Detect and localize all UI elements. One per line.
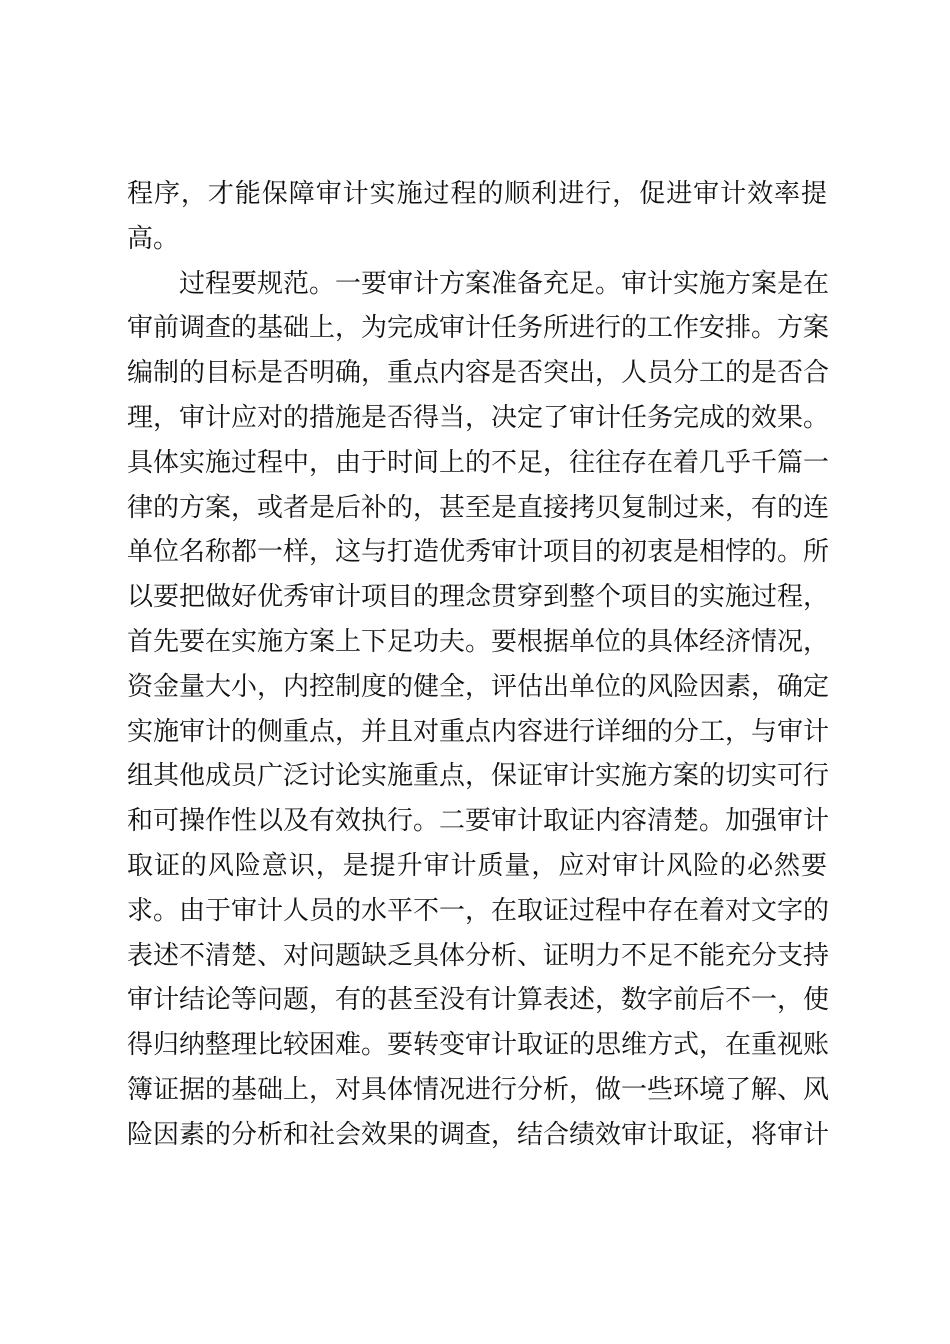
text-line: 表述不清楚、对问题缺乏具体分析、证明力不足不能充分支持 (127, 940, 830, 971)
text-line: 审计结论等问题，有的甚至没有计算表述，数字前后不一，使 (127, 985, 830, 1016)
text-line: 理，审计应对的措施是否得当，决定了审计任务完成的效果。 (127, 402, 830, 433)
text-line: 程序，才能保障审计实施过程的顺利进行，促进审计效率提 (127, 179, 827, 209)
text-line: 具体实施过程中，由于时间上的不足，往往存在着几乎千篇一 (127, 447, 830, 478)
text-line: 组其他成员广泛讨论实施重点，保证审计实施方案的切实可行 (127, 761, 830, 792)
text-line: 簿证据的基础上，对具体情况进行分析，做一些环境了解、风 (127, 1074, 830, 1105)
body-text (127, 172, 830, 1158)
text-line: 得归纳整理比较困难。要转变审计取证的思维方式，在重视账 (127, 1030, 830, 1061)
text-line: 单位名称都一样，这与打造优秀审计项目的初衷是相悖的。所 (127, 537, 830, 568)
text-line: 资金量大小，内控制度的健全，评估出单位的风险因素，确定 (127, 671, 830, 702)
text-line: 审前调查的基础上，为完成审计任务所进行的工作安排。方案 (127, 313, 830, 344)
text-line: 取证的风险意识，是提升审计质量，应对审计风险的必然要 (127, 850, 827, 881)
text-line: 险因素的分析和社会效果的调查，结合绩效审计取证，将审计 (127, 1119, 830, 1150)
text-line: 和可操作性以及有效执行。二要审计取证内容清楚。加强审计 (127, 806, 830, 837)
text-line: 以要把做好优秀审计项目的理念贯穿到整个项目的实施过程， (127, 582, 830, 613)
paragraph-first-line: 过程要规范。一要审计方案准备充足。审计实施方案是在 (179, 268, 830, 299)
text-line: 律的方案，或者是后补的，甚至是直接拷贝复制过来，有的连 (127, 492, 830, 523)
text-line: 求。由于审计人员的水平不一，在取证过程中存在着对文字的 (127, 895, 830, 926)
text-line: 首先要在实施方案上下足功夫。要根据单位的具体经济情况， (127, 626, 830, 657)
text-line: 高。 (127, 223, 180, 254)
text-line: 编制的目标是否明确，重点内容是否突出，人员分工的是否合 (127, 358, 830, 389)
text-line: 实施审计的侧重点，并且对重点内容进行详细的分工，与审计 (127, 716, 830, 747)
